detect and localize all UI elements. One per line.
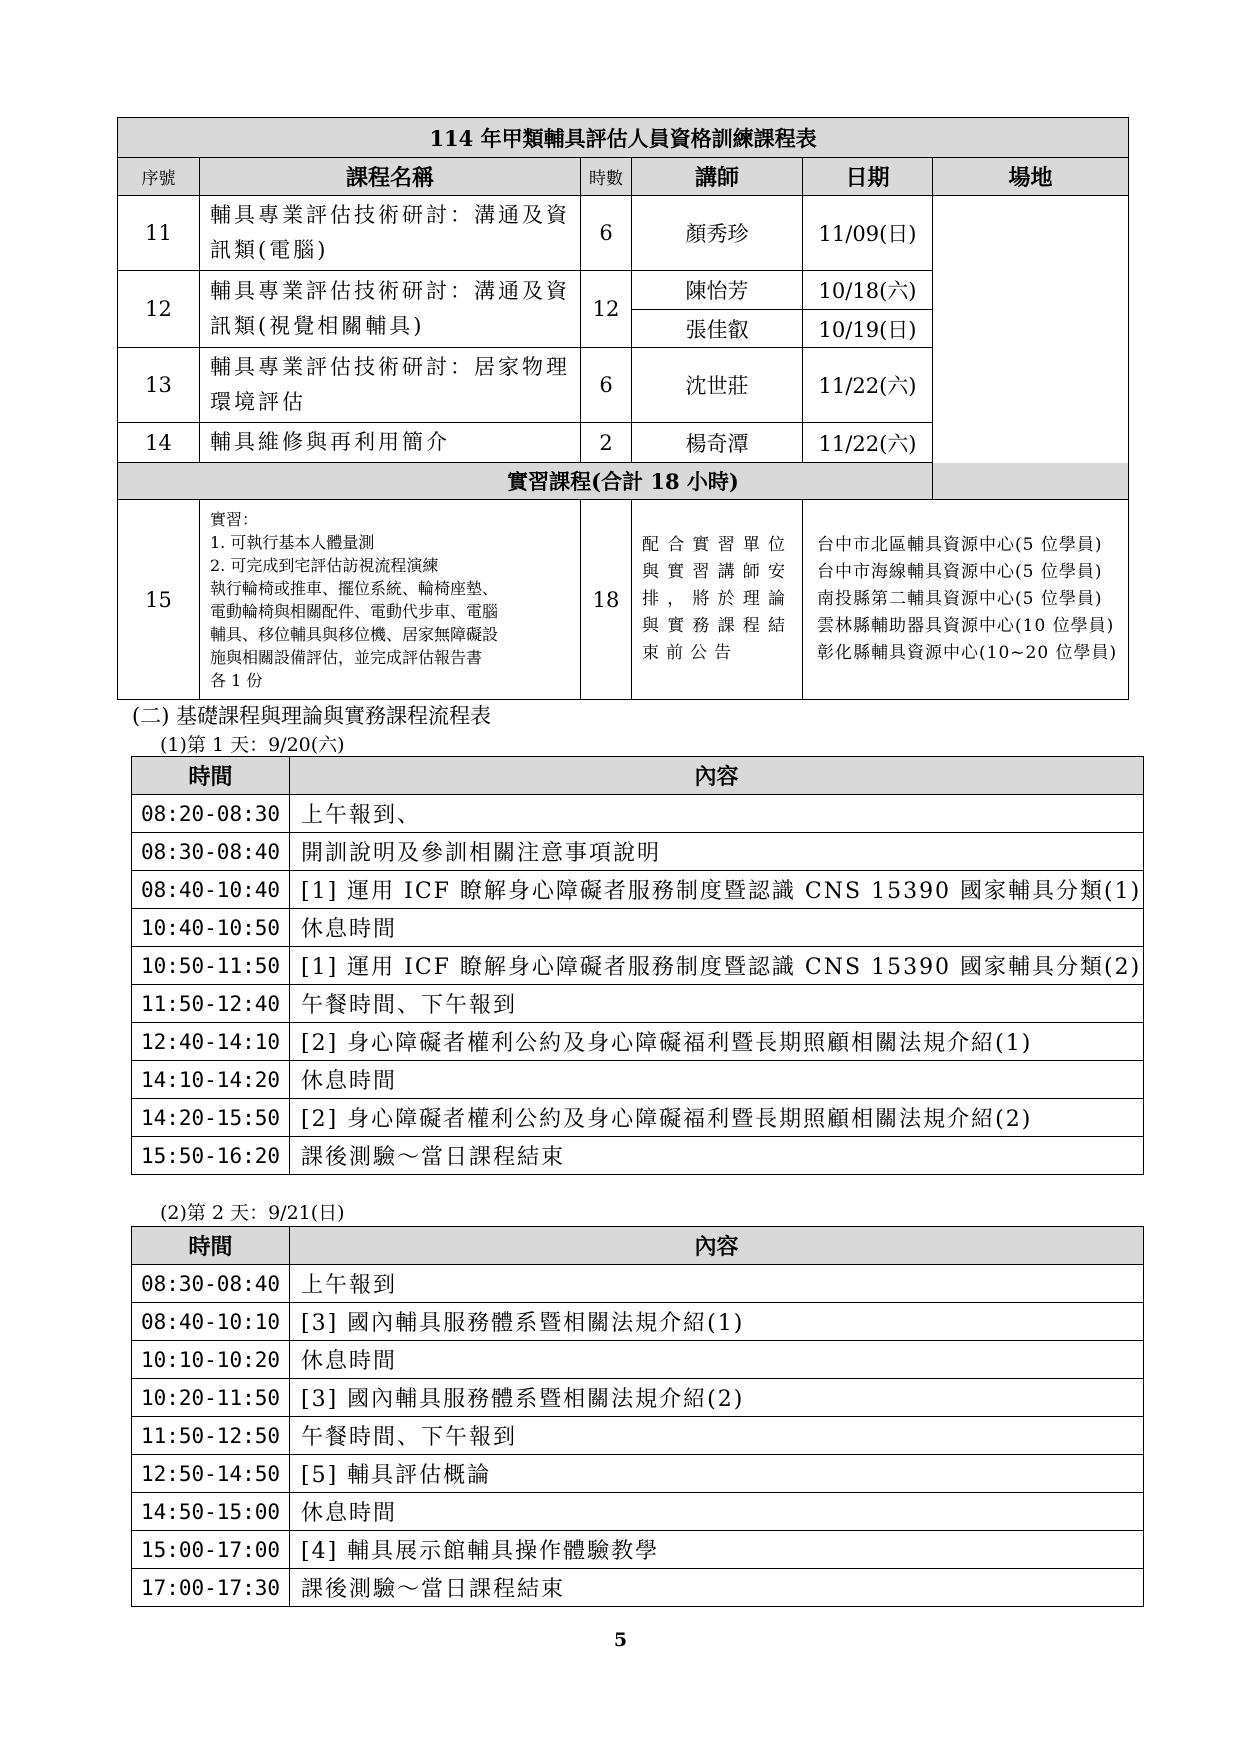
content-cell: [3] 國內輔具服務體系暨相關法規介紹(2) bbox=[290, 1379, 1144, 1417]
content-cell: [5] 輔具評估概論 bbox=[290, 1455, 1144, 1493]
table-row bbox=[132, 947, 1144, 985]
content-cell: 上午報到、 bbox=[290, 795, 1144, 833]
time-cell: 10:40-10:50 bbox=[132, 909, 290, 947]
row-name: 輔具專業評估技術研討：居家物理環境評估 bbox=[200, 348, 581, 423]
site-item: 台中市海線輔具資源中心(5 位學員) bbox=[817, 562, 1103, 582]
row-teacher: 張佳叡 bbox=[632, 310, 803, 348]
time-cell: 10:50-11:50 bbox=[132, 947, 290, 985]
time-cell: 10:20-11:50 bbox=[132, 1379, 290, 1417]
content-cell: [4] 輔具展示館輔具操作體驗教學 bbox=[290, 1531, 1144, 1569]
content-cell: 上午報到 bbox=[290, 1265, 1144, 1303]
site-item: 台中市北區輔具資源中心(5 位學員) bbox=[817, 535, 1103, 555]
practicum-sites bbox=[803, 500, 1129, 700]
table-row bbox=[132, 1569, 1144, 1607]
content-cell: 休息時間 bbox=[290, 1493, 1144, 1531]
row-name: 輔具維修與再利用簡介 bbox=[200, 423, 581, 463]
practicum-line: 實習： bbox=[210, 509, 259, 529]
table-row bbox=[132, 1023, 1144, 1061]
table-row bbox=[132, 871, 1144, 909]
time-cell: 08:30-08:40 bbox=[132, 833, 290, 871]
table-row bbox=[132, 1265, 1144, 1303]
time-cell: 15:50-16:20 bbox=[132, 1137, 290, 1175]
row-seq: 14 bbox=[118, 423, 200, 463]
practicum-seq: 15 bbox=[118, 500, 200, 700]
table-row bbox=[132, 1493, 1144, 1531]
row-teacher: 沈世莊 bbox=[632, 348, 803, 423]
header-venue: 場地 bbox=[933, 158, 1129, 196]
content-cell: 午餐時間、下午報到 bbox=[290, 1417, 1144, 1455]
header-time: 時間 bbox=[132, 1227, 290, 1265]
site-item: 彰化縣輔具資源中心(10~20 位學員) bbox=[817, 643, 1118, 663]
header-hours: 時數 bbox=[581, 158, 632, 196]
row-name: 輔具專業評估技術研討：溝通及資訊類(電腦) bbox=[200, 196, 581, 271]
row-date: 11/22(六) bbox=[803, 348, 933, 423]
time-cell: 14:20-15:50 bbox=[132, 1099, 290, 1137]
content-cell: [2] 身心障礙者權利公約及身心障礙福利暨長期照顧相關法規介紹(2) bbox=[290, 1099, 1144, 1137]
content-cell: [2] 身心障礙者權利公約及身心障礙福利暨長期照顧相關法規介紹(1) bbox=[290, 1023, 1144, 1061]
day1-header bbox=[132, 757, 1144, 795]
row-date: 10/19(日) bbox=[803, 310, 933, 348]
practicum-row bbox=[118, 500, 1129, 700]
practicum-line: 各 1 份 bbox=[210, 670, 263, 690]
venue-cell bbox=[933, 196, 1129, 500]
table-row bbox=[132, 795, 1144, 833]
time-cell: 08:40-10:10 bbox=[132, 1303, 290, 1341]
content-cell: [1] 運用 ICF 瞭解身心障礙者服務制度暨認識 CNS 15390 國家輔具分類(2) bbox=[290, 947, 1144, 985]
row-teacher: 楊奇潭 bbox=[632, 423, 803, 463]
practicum-hours: 18 bbox=[581, 500, 632, 700]
content-cell: 課後測驗～當日課程結束 bbox=[290, 1137, 1144, 1175]
day2-schedule-table bbox=[131, 1226, 1144, 1607]
header-seq: 序號 bbox=[118, 158, 200, 196]
time-cell: 12:40-14:10 bbox=[132, 1023, 290, 1061]
table-row bbox=[132, 985, 1144, 1023]
table-row bbox=[132, 1061, 1144, 1099]
row-date: 11/22(六) bbox=[803, 423, 933, 463]
time-cell: 10:10-10:20 bbox=[132, 1341, 290, 1379]
row-hours: 2 bbox=[581, 423, 632, 463]
course-table-header bbox=[118, 158, 1129, 196]
table-row bbox=[132, 1417, 1144, 1455]
day1-label: (1)第 1 天：9/20(六) bbox=[160, 734, 345, 756]
site-item: 南投縣第二輔具資源中心(5 位學員) bbox=[817, 589, 1103, 609]
content-cell: 開訓說明及參訓相關注意事項說明 bbox=[290, 833, 1144, 871]
day2-label: (2)第 2 天：9/21(日) bbox=[160, 1202, 345, 1224]
time-cell: 14:10-14:20 bbox=[132, 1061, 290, 1099]
header-content: 內容 bbox=[290, 757, 1144, 795]
content-cell: [1] 運用 ICF 瞭解身心障礙者服務制度暨認識 CNS 15390 國家輔具分類(1) bbox=[290, 871, 1144, 909]
course-table bbox=[117, 117, 1129, 700]
practicum-line: 施與相關設備評估，並完成評估報告書 bbox=[210, 647, 483, 667]
table-row bbox=[132, 1303, 1144, 1341]
practicum-note: 配合實習單位與實習講師安排，將於理論與實務課程結束前公告 bbox=[632, 500, 803, 700]
table-row bbox=[132, 1099, 1144, 1137]
time-cell: 11:50-12:40 bbox=[132, 985, 290, 1023]
time-cell: 14:50-15:00 bbox=[132, 1493, 290, 1531]
content-cell: 休息時間 bbox=[290, 1061, 1144, 1099]
row-hours: 6 bbox=[581, 196, 632, 271]
row-hours: 12 bbox=[581, 271, 632, 348]
row-date: 10/18(六) bbox=[803, 271, 933, 310]
header-date: 日期 bbox=[803, 158, 933, 196]
row-name: 輔具專業評估技術研討：溝通及資訊類(視覺相關輔具) bbox=[200, 271, 581, 348]
row-date: 11/09(日) bbox=[803, 196, 933, 271]
table-row bbox=[132, 833, 1144, 871]
table-row bbox=[132, 1531, 1144, 1569]
table-row bbox=[118, 196, 1129, 271]
content-cell: 課後測驗～當日課程結束 bbox=[290, 1569, 1144, 1607]
table-row bbox=[132, 1341, 1144, 1379]
table-row bbox=[132, 1455, 1144, 1493]
content-cell: [3] 國內輔具服務體系暨相關法規介紹(1) bbox=[290, 1303, 1144, 1341]
time-cell: 11:50-12:50 bbox=[132, 1417, 290, 1455]
row-seq: 13 bbox=[118, 348, 200, 423]
row-teacher: 陳怡芳 bbox=[632, 271, 803, 310]
header-teacher: 講師 bbox=[632, 158, 803, 196]
table-row bbox=[132, 1379, 1144, 1417]
row-seq: 12 bbox=[118, 271, 200, 348]
page-number: 5 bbox=[613, 1629, 628, 1651]
practicum-line: 2. 可完成到宅評估訪視流程演練 bbox=[210, 555, 439, 575]
section-title: (二) 基礎課程與理論與實務課程流程表 bbox=[132, 704, 492, 728]
content-cell: 休息時間 bbox=[290, 909, 1144, 947]
course-table-title: 114 年甲類輔具評估人員資格訓練課程表 bbox=[118, 118, 1129, 158]
time-cell: 17:00-17:30 bbox=[132, 1569, 290, 1607]
header-content: 內容 bbox=[290, 1227, 1144, 1265]
time-cell: 08:30-08:40 bbox=[132, 1265, 290, 1303]
header-time: 時間 bbox=[132, 757, 290, 795]
practicum-line: 執行輪椅或推車、擺位系統、輪椅座墊、 bbox=[210, 578, 499, 598]
content-cell: 午餐時間、下午報到 bbox=[290, 985, 1144, 1023]
table-row bbox=[132, 909, 1144, 947]
day2-header bbox=[132, 1227, 1144, 1265]
row-seq: 11 bbox=[118, 196, 200, 271]
day1-schedule-table bbox=[131, 756, 1144, 1175]
practicum-line: 1. 可執行基本人體量測 bbox=[210, 532, 375, 552]
practicum-line: 輔具、移位輔具與移位機、居家無障礙設 bbox=[210, 624, 499, 644]
practicum-title: 實習課程(合計 18 小時) bbox=[118, 463, 1129, 500]
row-hours: 6 bbox=[581, 348, 632, 423]
time-cell: 12:50-14:50 bbox=[132, 1455, 290, 1493]
table-row bbox=[132, 1137, 1144, 1175]
practicum-description bbox=[200, 500, 581, 700]
practicum-line: 電動輪椅與相關配件、電動代步車、電腦 bbox=[210, 601, 499, 621]
site-item: 雲林縣輔助器具資源中心(10 位學員) bbox=[817, 616, 1115, 636]
row-teacher: 顏秀珍 bbox=[632, 196, 803, 271]
time-cell: 08:40-10:40 bbox=[132, 871, 290, 909]
content-cell: 休息時間 bbox=[290, 1341, 1144, 1379]
time-cell: 15:00-17:00 bbox=[132, 1531, 290, 1569]
time-cell: 08:20-08:30 bbox=[132, 795, 290, 833]
header-name: 課程名稱 bbox=[200, 158, 581, 196]
